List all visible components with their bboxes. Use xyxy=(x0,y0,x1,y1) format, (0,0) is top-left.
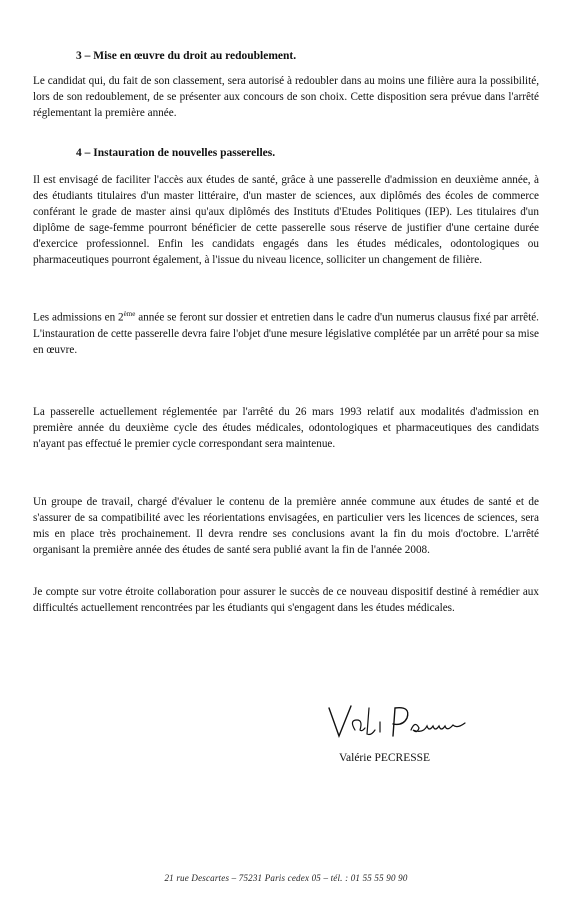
signer-name: Valérie PECRESSE xyxy=(339,752,431,764)
admissions-text-start: Les admissions en 2 xyxy=(33,311,124,324)
admissions-text-end: clausus fixé par arrêté. L'instauration de cette passerelle devra faire l'objet d'une mesure législative complétée par un arrêté pour sa mise en œuvre. xyxy=(33,311,539,356)
paragraph-collaboration: Je compte sur votre étroite collaboration pour assurer le succès de ce nouveau dispositif destiné à remédier aux difficultés actuellement rencontrées par les étudiants qui s'engagent dans les études médicales. xyxy=(33,586,539,614)
paragraph-groupe-travail: Un groupe de travail, chargé d'évaluer le contenu de la première année commune aux études de santé et de s'assurer de sa compatibilité avec les réorientations envisagées, en particulier vers les licences de sciences, sera mis en place très prochainement. Il devra rendre ses conclusions avant la fin du mois d'octobre. L'arrêté organisant la première année des études de santé sera publié avant la fin de l'année 2008. xyxy=(33,496,539,556)
paragraph-passerelles: Il est envisagé de faciliter l'accès aux études de santé, grâce à une passerelle d'admission en deuxième année, à des étudiants titulaires d'un master littéraire, d'un master de sciences, aux diplômés des écoles de commerce conférant le grade de master ainsi qu'aux diplômés des Instituts d'Etudes Politiques (IEP). Les titulaires d'un diplôme de sage-femme pourront bénéficier de cette passerelle sous réserve de justifier d'une certaine durée d'exercice professionnel. Enfin les candidats engagés dans les études médicales, odontologiques ou pharmaceutiques pourront également, à l'issue du niveau licence, solliciter un changement de filière. xyxy=(33,174,539,266)
paragraph-passerelle-actuelle: La passerelle actuellement réglementée par l'arrêté du 26 mars 1993 relatif aux modalités d'admission en première année du deuxième cycle des études médicales, odontologiques et pharmaceutiques des candidats n'ayant pas effectué le premier cycle correspondant sera maintenue. xyxy=(33,406,539,450)
admissions-text-mid: année se feront sur dossier et entretien dans le cadre d'un numerus xyxy=(135,311,438,324)
paragraph-redoublement: Le candidat qui, du fait de son classement, sera autorisé à redoubler dans au moins une filière aura la possibilité, lors de son redoublement, de se présenter aux concours de son choix. Cette disposition sera prévue dans l'arrêté réglementant la première année. xyxy=(33,75,539,119)
paragraph-admissions xyxy=(33,306,539,358)
handwritten-signature xyxy=(325,700,485,744)
section-heading-4: 4 – Instauration de nouvelles passerelles. xyxy=(76,147,276,159)
footer-address: 21 rue Descartes – 75231 Paris cedex 05 – tél. : 01 55 55 90 90 xyxy=(164,873,408,883)
admissions-superscript: ème xyxy=(123,310,136,318)
section-heading-3: 3 – Mise en œuvre du droit au redoublement. xyxy=(76,50,297,62)
